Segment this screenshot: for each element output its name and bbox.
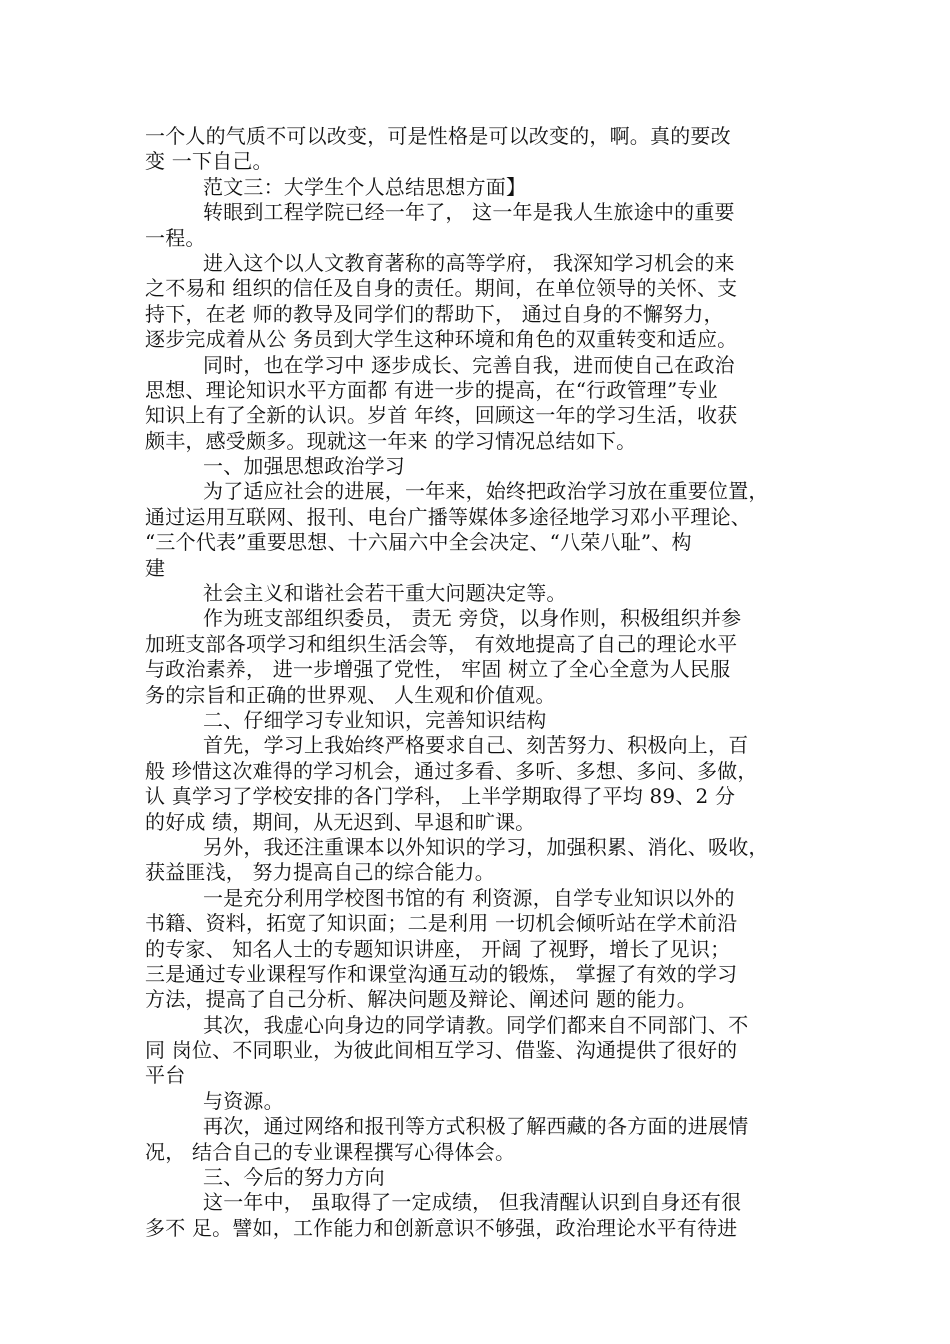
text-line: 思想、理论知识水平方面都 有进一步的提高，在“行政管理”专业 bbox=[145, 377, 718, 402]
text-line: 的好成 绩，期间，从无迟到、早退和旷课。 bbox=[145, 809, 536, 834]
text-line: 作为班支部组织委员， 责无 旁贷，以身作则，积极组织并参 bbox=[203, 606, 742, 631]
text-line: 为了适应社会的进展，一年来，始终把政治学习放在重要位置， bbox=[203, 479, 769, 504]
text-line: 般 珍惜这次难得的学习机会，通过多看、多听、多想、多问、多做， bbox=[145, 758, 758, 783]
text-line: 与资源。 bbox=[203, 1088, 284, 1113]
text-line: 认 真学习了学校安排的各门学科， 上半学期取得了平均 89、2 分 bbox=[145, 784, 736, 809]
text-line: 另外，我还注重课本以外知识的学习，加强积累、消化、吸收， bbox=[203, 834, 769, 859]
text-line: 知识上有了全新的认识。岁首 年终，回顾这一年的学习生活，收获 bbox=[145, 403, 738, 428]
text-line: 建 bbox=[145, 555, 166, 580]
text-line: 同时，也在学习中 逐步成长、完善自我，进而使自己在政治 bbox=[203, 352, 735, 377]
text-line: 范文三：大学生个人总结思想方面】 bbox=[203, 174, 527, 199]
text-line: 转眼到工程学院已经一年了， 这一年是我人生旅途中的重要 bbox=[203, 200, 735, 225]
text-line: 平台 bbox=[145, 1063, 186, 1088]
text-line: 其次，我虚心向身边的同学请教。同学们都来自不同部门、不 bbox=[203, 1012, 749, 1037]
text-line: 的专家、 知名人士的专题知识讲座， 开阔 了视野，增长了见识； bbox=[145, 936, 731, 961]
text-line: 社会主义和谐社会若干重大问题决定等。 bbox=[203, 581, 567, 606]
text-line: 多不 足。譬如，工作能力和创新意识不够强，政治理论水平有待进 bbox=[145, 1215, 738, 1240]
text-line: 获益匪浅， 努力提高自己的综合能力。 bbox=[145, 860, 495, 885]
text-line: 持下，在老 师的教导及同学们的帮助下， 通过自身的不懈努力， bbox=[145, 301, 724, 326]
text-line: 再次，通过网络和报刊等方式积极了解西藏的各方面的进展情 bbox=[203, 1114, 749, 1139]
text-line: 二、仔细学习专业知识，完善知识结构 bbox=[203, 707, 547, 732]
text-line: 首先，学习上我始终严格要求自己、刻苦努力、积极向上，百 bbox=[203, 733, 749, 758]
text-line: 变 一下自己。 bbox=[145, 149, 273, 174]
text-line: 况， 结合自己的专业课程撰写心得体会。 bbox=[145, 1139, 516, 1164]
text-line: 这一年中， 虽取得了一定成绩， 但我清醒认识到自身还有很 bbox=[203, 1190, 742, 1215]
text-line: 务的宗旨和正确的世界观、 人生观和价值观。 bbox=[145, 682, 556, 707]
text-line: “三个代表”重要思想、十六届六中全会决定、“八荣八耻”、构 bbox=[145, 530, 692, 555]
text-line: 逐步完成着从公 务员到大学生这种环境和角色的双重转变和适应。 bbox=[145, 327, 738, 352]
text-line: 一个人的气质不可以改变，可是性格是可以改变的，啊。真的要改 bbox=[145, 124, 731, 148]
text-line: 书籍、资料，拓宽了知识面；二是利用 一切机会倾听站在学术前沿 bbox=[145, 911, 738, 936]
text-line: 一、加强思想政治学习 bbox=[203, 454, 405, 479]
text-line: 三是通过专业课程写作和课堂沟通互动的锻炼， 掌握了有效的学习 bbox=[145, 961, 738, 986]
text-line: 同 岗位、不同职业，为彼此间相互学习、借鉴、沟通提供了很好的 bbox=[145, 1038, 738, 1063]
text-line: 方法，提高了自己分析、解决问题及辩论、阐述问 题的能力。 bbox=[145, 987, 697, 1012]
text-line: 加班支部各项学习和组织生活会等， 有效地提高了自己的理论水平 bbox=[145, 631, 738, 656]
text-line: 三、今后的努力方向 bbox=[203, 1165, 385, 1190]
document-body bbox=[145, 124, 817, 1241]
text-line: 之不易和 组织的信任及自身的责任。期间，在单位领导的关怀、支 bbox=[145, 276, 738, 301]
text-line: 颇丰，感受颇多。现就这一年来 的学习情况总结如下。 bbox=[145, 428, 637, 453]
text-line: 进入这个以人文教育著称的高等学府， 我深知学习机会的来 bbox=[203, 250, 735, 275]
text-line: 一程。 bbox=[145, 225, 206, 250]
text-line: 一是充分利用学校图书馆的有 利资源，自学专业知识以外的 bbox=[203, 885, 735, 910]
text-line: 通过运用互联网、报刊、电台广播等媒体多途径地学习邓小平理论、 bbox=[145, 504, 751, 529]
text-line: 与政治素养， 进一步增强了党性， 牢固 树立了全心全意为人民服 bbox=[145, 657, 731, 682]
